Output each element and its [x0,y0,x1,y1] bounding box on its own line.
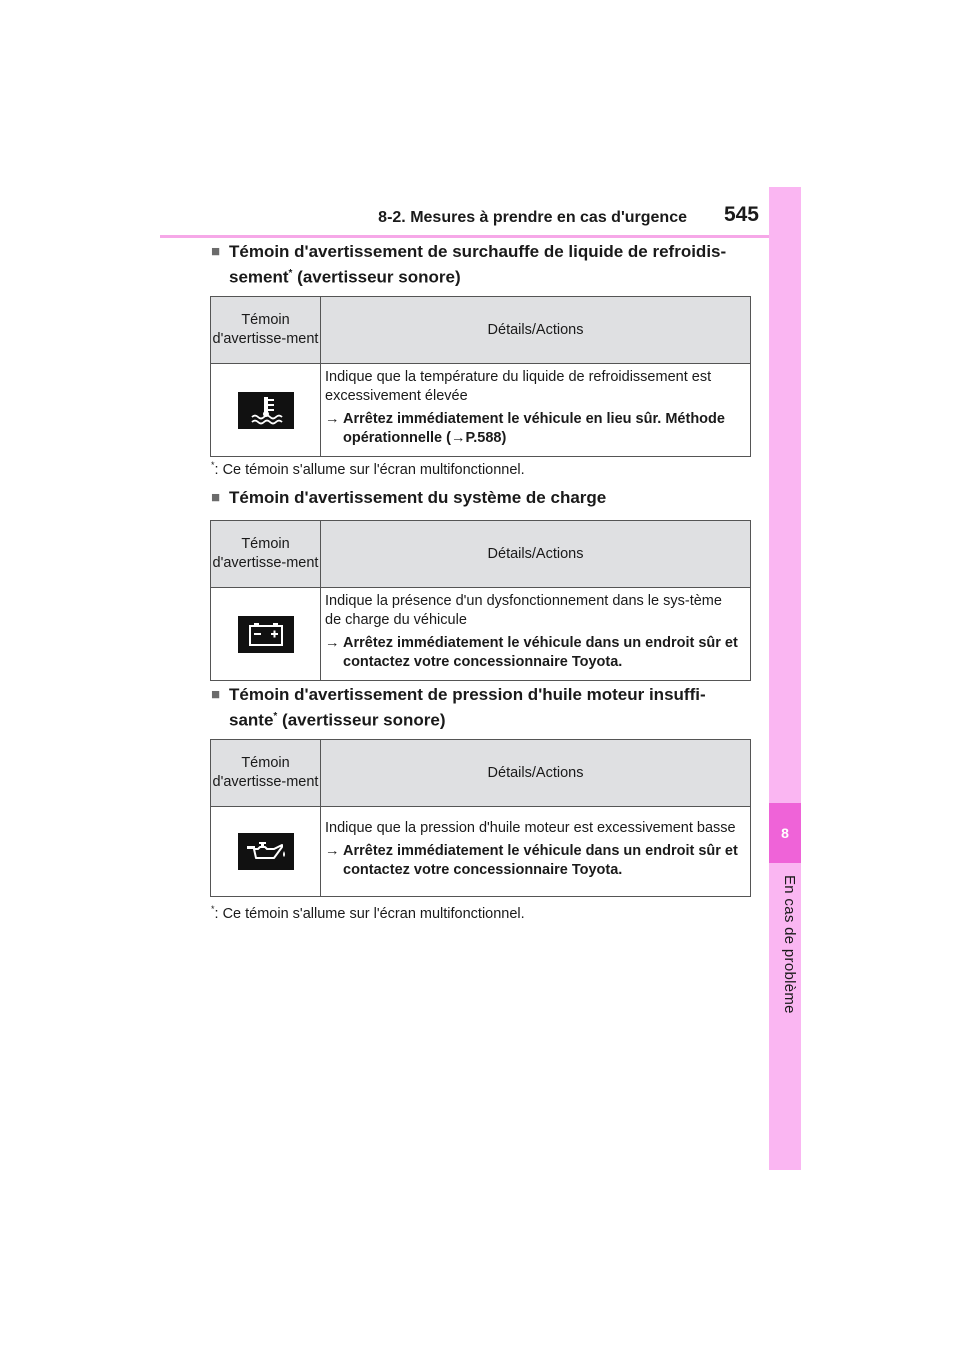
table-header-row [211,521,751,588]
bullet-icon: ■ [211,243,221,260]
description-text: Indique que la pression d'huile moteur est excessivement basse [325,820,736,836]
table-header-row [211,297,751,364]
action-text: → Arrêtez immédiatement le véhicule en lieu sûr. Méthode opérationnelle (→P.588) [325,411,725,446]
action-text: → Arrêtez immédiatement le véhicule dans un endroit sûr et contactez votre concessionnaire Toyota. [325,843,738,878]
details-cell [321,588,751,681]
footnote: *: Ce témoin s'allume sur l'écran multifonctionnel. [211,904,525,922]
table-header-row [211,740,751,807]
column-header-details: Détails/Actions [321,740,751,807]
footnote: *: Ce témoin s'allume sur l'écran multifonctionnel. [211,460,525,478]
action-text: → Arrêtez immédiatement le véhicule dans un endroit sûr et contactez votre concessionnaire Toyota. [325,635,738,670]
bullet-icon: ■ [211,489,221,506]
chapter-number: 8 [769,803,801,863]
oil-pressure-icon [238,833,294,870]
warning-table-coolant [210,296,751,457]
details-cell [321,807,751,897]
section-heading-coolant: ■ Témoin d'avertissement de surchauffe de liquide de refroidis-sement* (avertisseur sonore) [211,242,727,287]
battery-icon [238,616,294,653]
warning-table-charging [210,520,751,681]
table-row [211,588,751,681]
column-header-light: Témoin d'avertisse-ment [211,297,321,364]
column-header-light: Témoin d'avertisse-ment [211,740,321,807]
page-reference-link[interactable]: P.588 [465,430,502,446]
page-number: 545 [723,203,759,226]
column-header-details: Détails/Actions [321,297,751,364]
coolant-temperature-icon [238,392,294,429]
description-text: Indique la présence d'un dysfonctionnement dans le sys-tème de charge du véhicule [325,593,722,628]
page-header [160,203,769,238]
description-text: Indique que la température du liquide de refroidissement est excessivement élevée [325,369,712,404]
chapter-label: En cas de problème [781,875,798,1014]
section-heading-oil-pressure: ■ Témoin d'avertissement de pression d'huile moteur insuffi-sante* (avertisseur sonore) [211,685,706,730]
bullet-icon: ■ [211,686,221,703]
section-title: 8-2. Mesures à prendre en cas d'urgence [378,209,687,226]
details-cell [321,364,751,457]
column-header-details: Détails/Actions [321,521,751,588]
arrow-icon: → [325,411,340,427]
chapter-tab [769,187,801,1170]
section-heading-charging: ■ Témoin d'avertissement du système de charge [211,488,607,507]
table-row [211,807,751,897]
arrow-icon: → [325,635,340,651]
warning-table-oil-pressure [210,739,751,897]
column-header-light: Témoin d'avertisse-ment [211,521,321,588]
arrow-icon: → [325,843,340,859]
table-row [211,364,751,457]
